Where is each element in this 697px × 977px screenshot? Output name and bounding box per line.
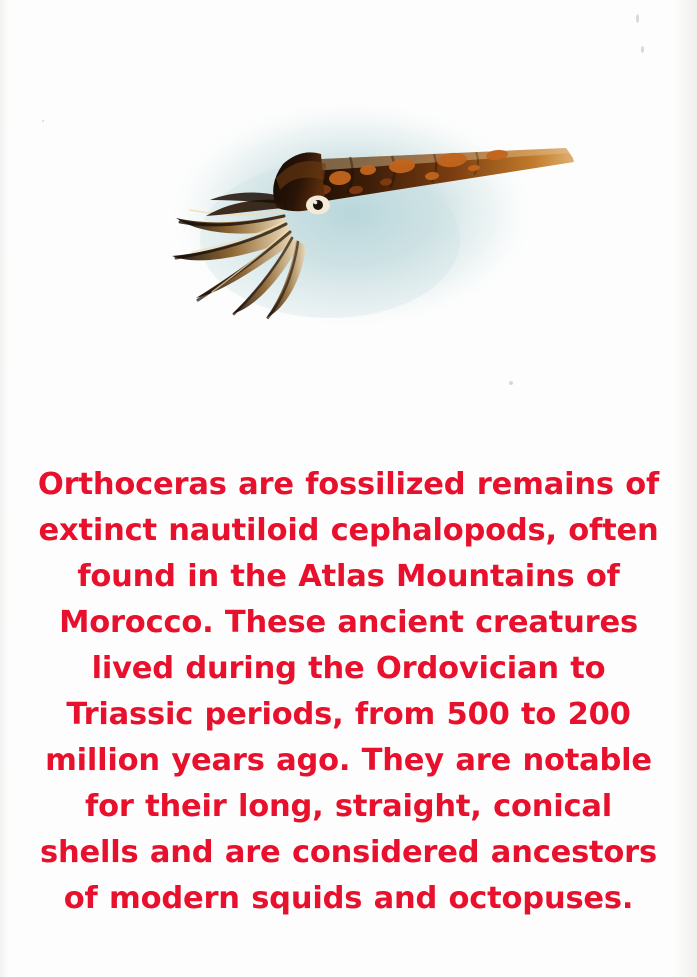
caption-text: Orthoceras are fossilized remains of extinct nautiloid cephalopods, often found in the Atlas Mountains of Morocco. These ancient creatures lived during the Ordovician to Triassic periods, from 500 to 200 million years ago. They are notable for their long, straight, conical shells and are considered ancestors of modern squids and octopuses. xyxy=(37,467,660,916)
orthoceras-illustration xyxy=(0,0,697,440)
